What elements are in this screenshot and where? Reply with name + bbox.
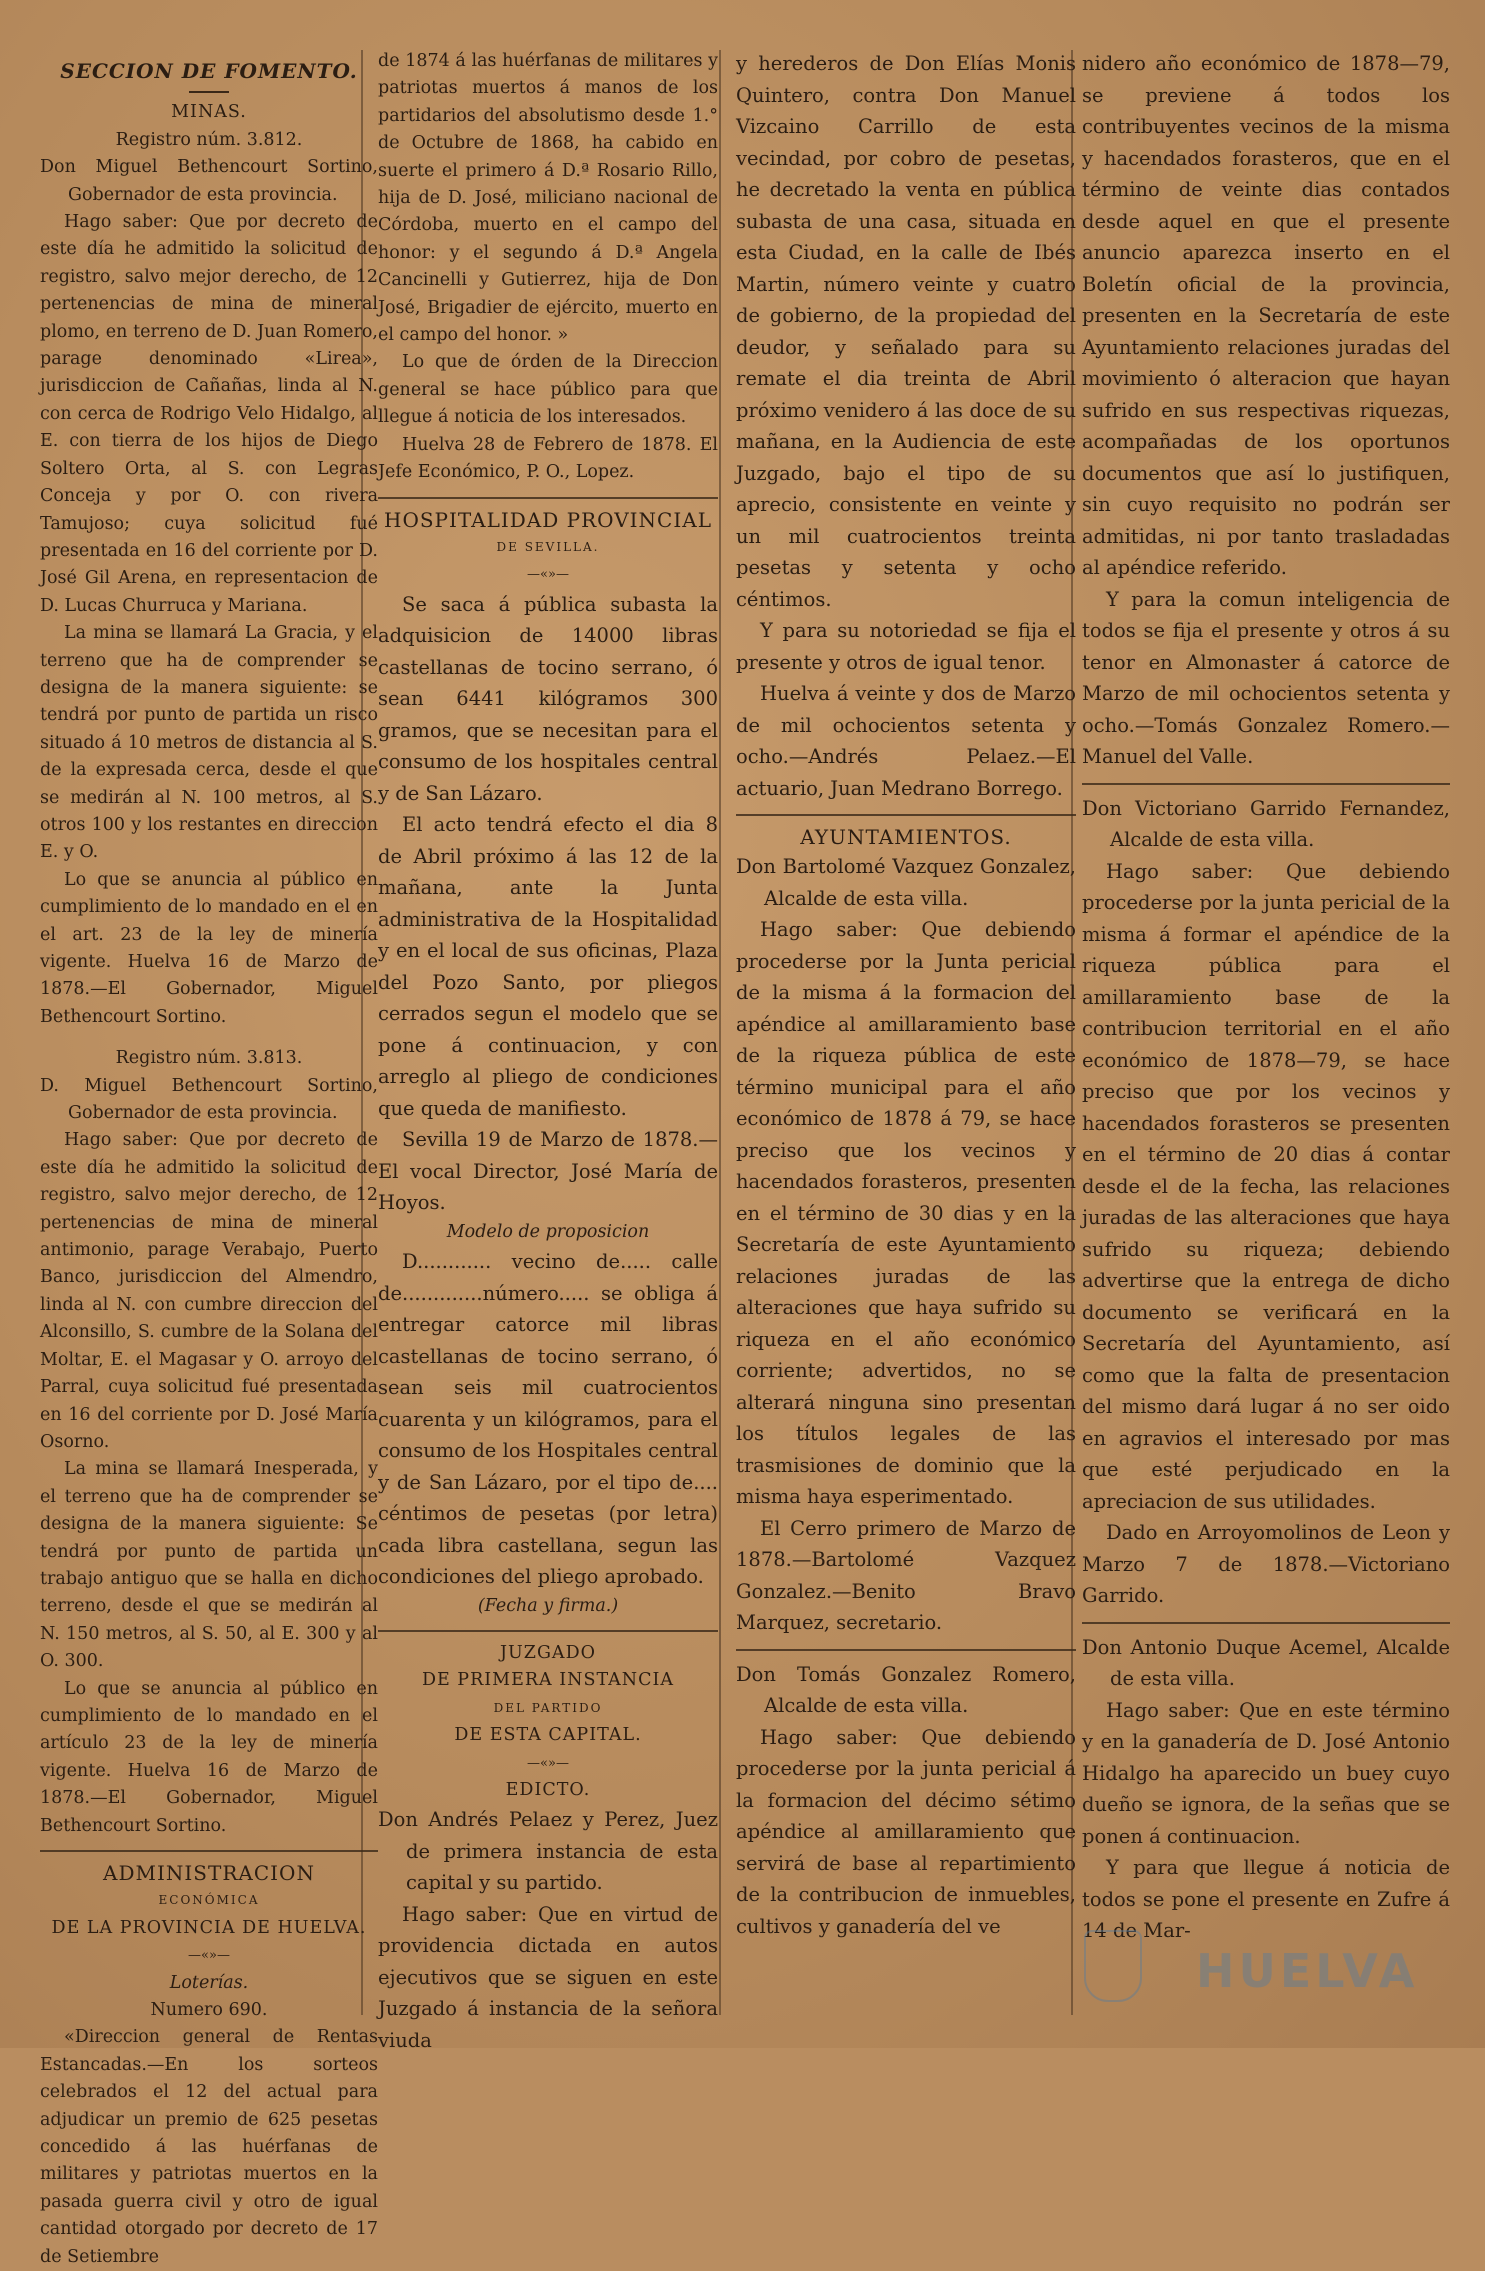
notice-paragraph: nidero año económico de 1878—79, se previene á todos los contribuyentes vecinos de la misma y hacendados forasteros, que en el término de veinte dias contados desde aquel en que el presente anuncio aparezca inserto en el Boletín oficial de la provincia, presenten en la Secretaría de este Ayuntamiento relaciones juradas del movimiento ó alteracion que hayan sufrido en sus respectivas riquezas, acompañadas de los oportunos documentos que así lo justifiquen, sin cuyo requisito no podrán ser admitidas, ni por tanto trasladadas al apéndice referido. (1082, 52, 1450, 579)
notice-paragraph: Y para su notoriedad se fija el presente y otros de igual tenor. (736, 619, 1076, 674)
ornament: —«»— (527, 1755, 569, 1771)
column-1 (40, 48, 378, 2271)
divider (189, 91, 229, 93)
notice-paragraph: Lo que de órden de la Direccion general se hace público para que llegue á noticia de los interesados. (378, 352, 718, 428)
column-rule (719, 50, 721, 2015)
notice-paragraph: La mina se llamará La Gracia, y el terreno que ha de comprender se designa de la manera siguiente: se tendrá por punto de partida un risco situado á 10 metros de distancia al S. de la expresada cerca, desde el que se medirán al N. 100 metros, al S. otros 100 y los restantes en direccion E. y O. (40, 623, 378, 863)
notice-paragraph: Hago saber: Que en este término y en la ganadería de D. José Antonio Hidalgo ha aparecido un buey cuyo dueño se ignora, de la señas que se ponen á continuacion. (1082, 1698, 1450, 1848)
section-divider (378, 1630, 718, 1632)
section-subheading: DEL PARTIDO (493, 1700, 603, 1715)
modelo-heading: Modelo de proposicion (446, 1221, 650, 1242)
section-subheading: ECONÓMICA (158, 1893, 260, 1908)
archive-watermark: HUELVA (1196, 1944, 1419, 1998)
notice-paragraph: Dado en Arroyomolinos de Leon y Marzo 7 de 1878.—Victoriano Garrido. (1082, 1521, 1450, 1607)
section-divider (378, 497, 718, 499)
notice-paragraph: Lo que se anuncia al público en cumplimiento de lo mandado en el en el art. 23 de la ley de minería vigente. Huelva 16 de Marzo de 1878.—El Gobernador, Miguel Bethencourt Sortino. (40, 869, 378, 1027)
section-heading: ADMINISTRACION (103, 1861, 315, 1885)
notice-paragraph: Y para que llegue á noticia de todos se pone el presente en Zufre á 14 de Mar- (1082, 1856, 1450, 1942)
notice-paragraph: «Direccion general de Rentas Estancadas.—En los sorteos celebrados el 12 del actual para adjudicar un premio de 625 pesetas concedido á las huérfanas de militares y patriotas muertos en la pasada guerra civil y otro de igual cantidad otorgado por decreto de 17 de Setiembre (40, 2027, 378, 2267)
notice-author: Don Bartolomé Vazquez Gonzalez, Alcalde de esta villa. (736, 855, 1076, 910)
section-subheading: DE LA PROVINCIA DE HUELVA. (51, 1917, 367, 1938)
notice-author: Don Andrés Pelaez y Perez, Juez de primera instancia de esta capital y su partido. (378, 1808, 718, 1895)
crest-icon (1084, 1930, 1142, 2002)
notice-paragraph: Hago saber: Que debiendo procederse por la Junta pericial de la misma á la formacion del apéndice al amillaramiento base de la riqueza pública de este término municipal para el año económico de 1878 á 79, se hace preciso que los vecinos y hacendados forasteros, presenten en el término de 30 dias y en la Secretaría de este Ayuntamiento relaciones juradas de las alteraciones que haya sufrido su riqueza en el año económico corriente; advertidos, no se alterará ninguna sino presentan los títulos legales de las trasmisiones de dominio que la misma haya esperimentado. (736, 918, 1076, 1509)
notice-author: Don Miguel Bethencourt Sortino, Gobernador de esta provincia. (40, 157, 378, 205)
section-divider (1082, 783, 1450, 785)
notice-author: Don Antonio Duque Acemel, Alcalde de esta villa. (1082, 1635, 1450, 1690)
ornament: —«»— (188, 1948, 230, 1964)
numero-heading: Numero 690. (150, 2000, 268, 2021)
notice-paragraph: Se saca á pública subasta la adquisicion de 14000 libras castellanas de tocino serrano, ó sean 6441 kilógramos 300 gramos, que se necesitan para el consumo de los hospitales central y de San Lázaro. (378, 592, 718, 805)
notice-paragraph: El Cerro primero de Marzo de 1878.—Bartolomé Vazquez Gonzalez.—Benito Bravo Marquez, secretario. (736, 1516, 1076, 1635)
column-3 (736, 48, 1076, 1942)
notice-author: Don Tomás Gonzalez Romero, Alcalde de esta villa. (736, 1662, 1076, 1718)
notice-paragraph: El acto tendrá efecto el dia 8 de Abril próximo á las 12 de la mañana, ante la Junta administrativa de la Hospitalidad y en el local de sus oficinas, Plaza del Pozo Santo, por pliegos cerrados segun el modelo que se pone á continuacion, y con arreglo al pliego de condiciones que queda de manifiesto. (378, 813, 718, 1120)
section-heading: JUZGADO (500, 1643, 596, 1664)
notice-paragraph: Hago saber: Que por decreto de este día he admitido la solicitud de registro, salvo mejor derecho, de 12 pertenencias de mina de mineral plomo, en terreno de D. Juan Romero, parage denominado «Lirea», jurisdiccion de Cañañas, linda al N. con cerca de Rodrigo Velo Hidalgo, al E. con tierra de los hijos de Diego Soltero Orta, al S. con Legras Conceja y por O. con rivera Tamujoso; cuya solicitud fué presentada en 16 del corriente por D. José Gil Arena, en representacion de D. Lucas Churruca y Mariana. (40, 212, 378, 616)
notice-author: Don Victoriano Garrido Fernandez, Alcalde de esta villa. (1082, 796, 1450, 851)
notice-paragraph: D............ vecino de..... calle de.............número..... se obliga á entregar catorce mil libras castellanas de tocino serrano, ó sean seis mil cuatrocientos cuarenta y un kilógramos, para el consumo de los Hospitales central y de San Lázaro, por el tipo de.... céntimos de pesetas (por letra) cada libra castellana, segun las condiciones del pliego aprobado. (378, 1250, 718, 1589)
notice-paragraph: Sevilla 19 de Marzo de 1878.—El vocal Director, José María de Hoyos. (378, 1128, 718, 1215)
notice-paragraph: Hago saber: Que por decreto de este día he admitido la solicitud de registro, salvo mejor derecho, de 12 pertenencias de mina de mineral antimonio, parage Verabajo, Puerto Banco, jurisdiccion del Almendro, linda al N. con cumbre direccion del Alconsillo, S. cumbre de la Solana del Moltar, E. el Magasar y O. arroyo del Parral, cuya solicitud fué presentada en 16 del corriente por D. José María Osorno. (40, 1130, 378, 1452)
notice-author: D. Miguel Bethencourt Sortino, Gobernador de esta provincia. (40, 1075, 378, 1124)
notice-paragraph: Hago saber: Que en virtud de providencia dictada en autos ejecutivos que se siguen en este Juzgado á instancia de la señora viuda (378, 1902, 718, 2052)
ornament: —«»— (527, 567, 569, 583)
notice-paragraph: Hago saber: Que debiendo procederse por la junta pericial de la misma á formar el apéndice de la riqueza pública para el amillaramiento base de la contribucion territorial en el año económico de 1878—79, se hace preciso que por los vecinos y hacendados forasteros se presenten en el término de 20 dias á contar desde el de la fecha, las relaciones juradas de las alteraciones que haya sufrido su riqueza; debiendo advertirse que la entrega de dicho documento se verificará en la Secretaría del Ayuntamiento, así como que la falta de presentacion del mismo dará lugar á no ser oido en agravios el interesado por mas que esté perjudicado en la apreciacion de sus utilidades. (1082, 859, 1450, 1513)
section-heading: DE ESTA CAPITAL. (454, 1725, 642, 1746)
notice-paragraph: La mina se llamará Inesperada, y el terreno que ha de comprender se designa de la manera siguiente: Se tendrá por punto de partida un trabajo antiguo que se halla en dicho terreno, desde el que se medirán al N. 150 metros, al S. 50, al E. 300 y al O. 300. (40, 1459, 378, 1672)
section-subheading: DE SEVILLA. (496, 539, 600, 554)
section-divider (40, 1850, 378, 1852)
registro-heading: Registro núm. 3.812. (115, 129, 303, 150)
notice-paragraph: y herederos de Don Elías Monis Quintero, contra Don Manuel Vizcaino Carrillo de esta vecindad, por cobro de pesetas, he decretado la venta en pública subasta de una casa, situada en esta Ciudad, en la calle de Ibés Martin, número veinte y cuatro de gobierno, de la propiedad del deudor, y señalado para su remate el dia treinta de Abril próximo venidero á las doce de su mañana, en la Audiencia de este Juzgado, bajo el tipo de su aprecio, consistente en veinte y un mil cuatrocientos treinta pesetas y setenta y ocho céntimos. (736, 52, 1076, 611)
notice-paragraph: Y para la comun inteligencia de todos se fija el presente y otros á su tenor en Almonaster á catorce de Marzo de mil ochocientos setenta y ocho.—Tomás Gonzalez Romero.—Manuel del Valle. (1082, 587, 1450, 768)
notice-paragraph: Hago saber: Que debiendo procederse por la junta pericial á la formacion del décimo sétimo apéndice al amillaramiento que servirá de base al repartimiento de la contribucion de inmuebles, cultivos y ganadería del ve (736, 1725, 1076, 1938)
edicto-heading: EDICTO. (505, 1780, 591, 1801)
section-divider (1082, 1622, 1450, 1624)
notice-paragraph: Lo que se anuncia al público en cumplimiento de lo mandado en el artículo 23 de la ley de minería vigente. Huelva 16 de Marzo de 1878.—El Gobernador, Miguel Bethencourt Sortino. (40, 1678, 378, 1836)
section-heading: DE PRIMERA INSTANCIA (421, 1670, 675, 1691)
section-title: SECCION DE FOMENTO. (60, 59, 358, 83)
registro-heading: Registro núm. 3.813. (115, 1048, 303, 1069)
section-heading: AYUNTAMIENTOS. (800, 825, 1012, 849)
section-divider (736, 1649, 1076, 1651)
subsection-title: MINAS. (171, 102, 247, 123)
section-divider (736, 814, 1076, 816)
loterias-heading: Loterías. (169, 1972, 249, 1993)
section-heading: HOSPITALIDAD PROVINCIAL (384, 507, 712, 532)
notice-paragraph: de 1874 á las huérfanas de militares y patriotas muertos á manos de los partidarios del absolutismo desde 1.° de Octubre de 1868, ha cabido en suerte el primero á D.ª Rosario Rillo, hija de D. José, miliciano nacional de Córdoba, muerto en el campo del honor: y el segundo á D.ª Angela Cancinelli y Gutierrez, hija de Don José, Brigadier de ejército, muerto en el campo del honor. » (378, 51, 718, 346)
notice-paragraph: Huelva á veinte y dos de Marzo de mil ochocientos setenta y ocho.—Andrés Pelaez.—El actuario, Juan Medrano Borrego. (736, 682, 1076, 800)
notice-paragraph: Huelva 28 de Febrero de 1878. El Jefe Económico, P. O., Lopez. (378, 434, 718, 483)
signature-line: (Fecha y firma.) (477, 1595, 619, 1616)
column-2 (378, 48, 718, 2056)
column-4 (1082, 48, 1450, 1947)
